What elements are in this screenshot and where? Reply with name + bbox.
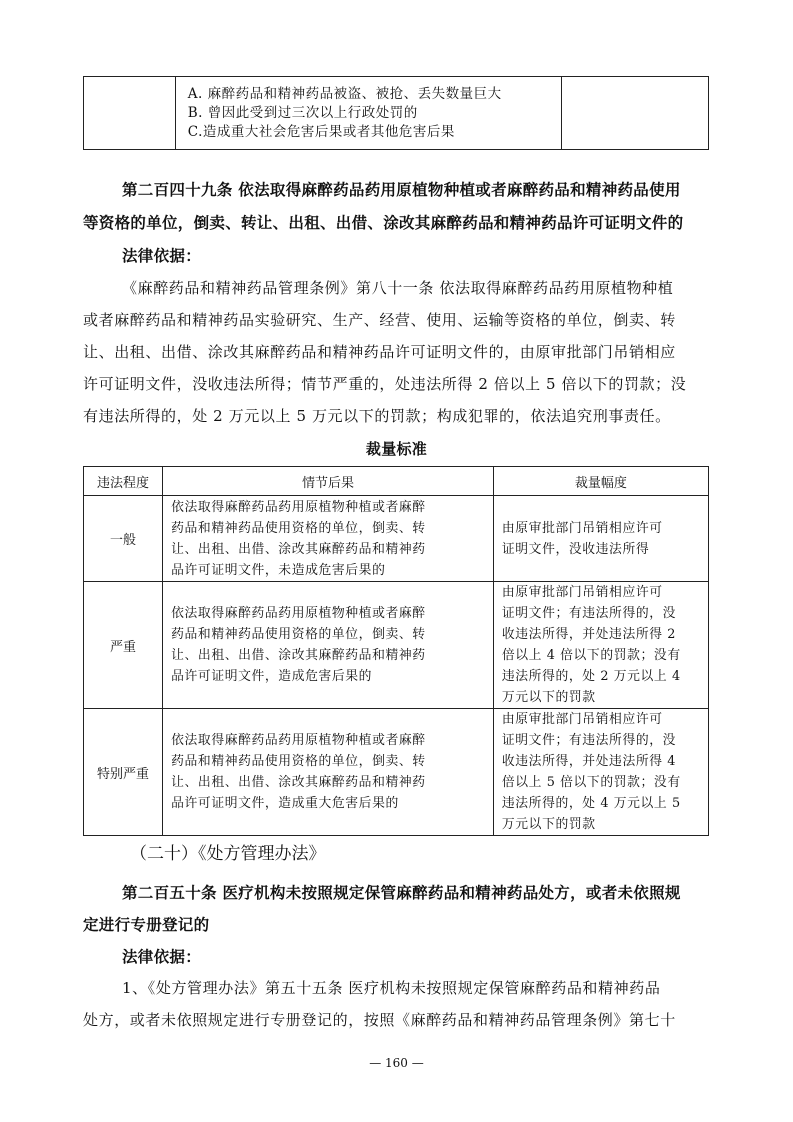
top-table (83, 76, 709, 150)
page-number: — 160 — (369, 1056, 424, 1070)
row-very-serious-circumstance (163, 709, 494, 836)
cell-line: 违法所得的，处 4 万元以上 5 (501, 796, 681, 811)
top-table-line-c: C.造成重大社会危害后果或者其他危害后果 (187, 123, 455, 140)
cell-line: 由原审批部门吊销相应许可 (501, 712, 663, 727)
cell-line: 违法所得的，处 2 万元以上 4 (501, 669, 681, 684)
header-penalty-range: 裁量幅度 (493, 467, 708, 496)
cell-line: 让、出租、出借、涂改其麻醉药品和精神药 (171, 648, 426, 663)
header-circumstance: 情节后果 (163, 467, 494, 496)
table-row (84, 496, 709, 582)
cell-line: 由原审批部门吊销相应许可 (501, 520, 663, 536)
table-row (84, 709, 709, 836)
article-250-title-line-1: 第二百五十条 医疗机构未按照规定保管麻醉药品和精神药品处方，或者未依照规 (122, 884, 681, 902)
row-general-range (493, 496, 708, 582)
row-very-serious-range (493, 709, 708, 836)
section-20-heading: （二十）《处方管理办法》 (130, 844, 326, 864)
cell-line: 品许可证明文件，造成危害后果的 (171, 669, 373, 684)
standard-table-caption: 裁量标准 (365, 440, 428, 458)
cell-line: 药品和精神药品使用资格的单位，倒卖、转 (171, 754, 426, 769)
article-249-title-line-1: 第二百四十九条 依法取得麻醉药品药用原植物种植或者麻醉药品和精神药品使用 (122, 181, 681, 199)
article-249-legal-basis-label: 法律依据： (122, 247, 202, 265)
top-table-line-b: B. 曾因此受到过三次以上行政处罚的 (187, 104, 418, 121)
cell-line: 让、出租、出借、涂改其麻醉药品和精神药 (171, 541, 426, 557)
cell-line: 依法取得麻醉药品药用原植物种植或者麻醉 (171, 606, 426, 621)
top-table-cell-empty-right (561, 77, 708, 150)
article-249-body-line-5: 有违法所得的，处 2 万元以上 5 万元以下的罚款；构成犯罪的，依法追究刑事责任。 (83, 407, 671, 425)
cell-line: 证明文件；有违法所得的，没 (501, 733, 677, 748)
article-250-title-line-2: 定进行专册登记的 (83, 916, 210, 934)
cell-line: 让、出租、出借、涂改其麻醉药品和精神药 (171, 775, 426, 790)
cell-line: 依法取得麻醉药品药用原植物种植或者麻醉 (171, 733, 426, 748)
row-very-serious-level: 特别严重 (84, 709, 163, 836)
article-250-legal-basis-label: 法律依据： (122, 948, 202, 966)
cell-line: 证明文件，没收违法所得 (501, 541, 650, 557)
article-249-body-line-1: 《麻醉药品和精神药品管理条例》第八十一条 依法取得麻醉药品药用原植物种植 (122, 279, 674, 297)
row-serious-range (493, 582, 708, 709)
cell-line: 收违法所得，并处违法所得 2 (501, 627, 677, 642)
article-249-title-line-2: 等资格的单位，倒卖、转让、出租、出借、涂改其麻醉药品和精神药品许可证明文件的 (83, 214, 684, 232)
top-table-line-a: A. 麻醉药品和精神药品被盗、被抢、丢失数量巨大 (187, 85, 502, 102)
row-serious-level: 严重 (84, 582, 163, 709)
cell-line: 由原审批部门吊销相应许可 (501, 585, 663, 600)
row-serious-circumstance (163, 582, 494, 709)
cell-line: 品许可证明文件，造成重大危害后果的 (171, 796, 399, 811)
cell-line: 药品和精神药品使用资格的单位，倒卖、转 (171, 520, 426, 536)
cell-line: 万元以下的罚款 (501, 690, 596, 705)
article-250-body-line-1: 1、《处方管理办法》第五十五条 医疗机构未按照规定保管麻醉药品和精神药品 (122, 979, 661, 997)
cell-line: 收违法所得，并处违法所得 4 (501, 754, 677, 769)
cell-line: 万元以下的罚款 (501, 817, 596, 832)
article-249-body-line-2: 或者麻醉药品和精神药品实验研究、生产、经营、使用、运输等资格的单位，倒卖、转 (83, 311, 676, 329)
article-250-body-line-2: 处方，或者未依照规定进行专册登记的，按照《麻醉药品和精神药品管理条例》第七十 (83, 1011, 676, 1029)
standard-table-header-row (84, 467, 709, 496)
cell-line: 药品和精神药品使用资格的单位，倒卖、转 (171, 627, 426, 642)
cell-line: 倍以上 4 倍以下的罚款；没有 (501, 648, 681, 663)
cell-line: 证明文件；有违法所得的，没 (501, 606, 677, 621)
top-table-cell-empty-left (84, 77, 176, 150)
cell-line: 倍以上 5 倍以下的罚款；没有 (501, 775, 681, 790)
top-table-cell-conditions (175, 77, 561, 150)
cell-line: 依法取得麻醉药品药用原植物种植或者麻醉 (171, 499, 426, 515)
table-row (84, 582, 709, 709)
article-249-body-line-3: 让、出租、出借、涂改其麻醉药品和精神药品许可证明文件的，由原审批部门吊销相应 (83, 343, 676, 361)
article-249-body-line-4: 许可证明文件，没收违法所得；情节严重的，处违法所得 2 倍以上 5 倍以下的罚款；没 (83, 375, 687, 393)
header-violation-level: 违法程度 (84, 467, 163, 496)
standard-table (83, 466, 709, 836)
row-general-level: 一般 (84, 496, 163, 582)
row-general-circumstance (163, 496, 494, 582)
cell-line: 品许可证明文件，未造成危害后果的 (171, 562, 386, 578)
